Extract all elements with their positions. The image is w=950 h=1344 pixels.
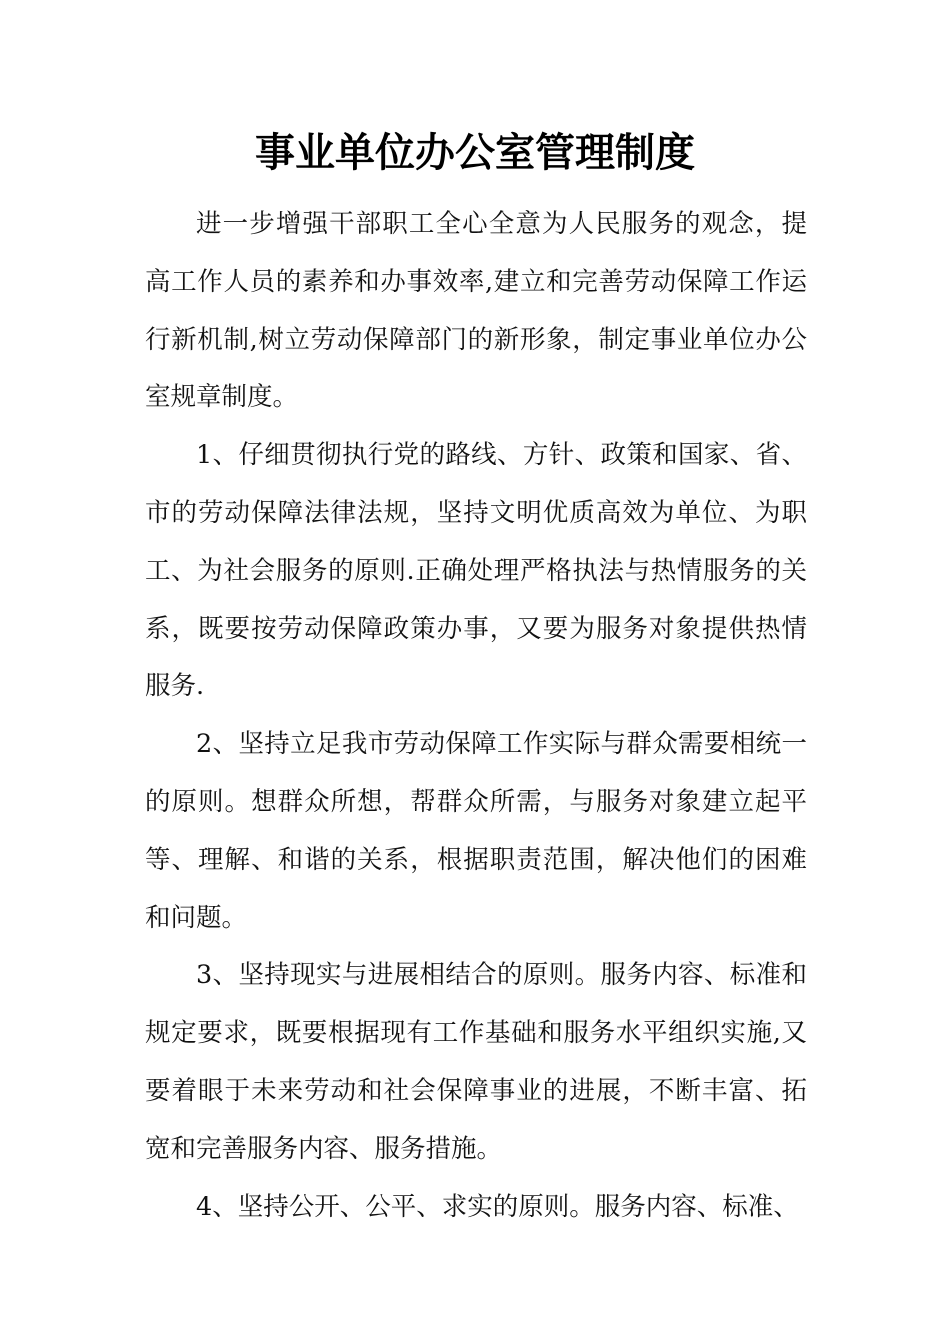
- clause-1-paragraph: 1、仔细贯彻执行党的路线、方针、政策和国家、省、市的劳动保障法律法规，坚持文明优质高效为单位、为职工、为社会服务的原则.正确处理严格执法与热情服务的关系，既要按劳动保障政策办事，又要为服务对象提供热情服务.: [145, 440, 807, 702]
- document-body: [145, 196, 807, 1236]
- clause-3-paragraph: 3、坚持现实与进展相结合的原则。服务内容、标准和规定要求，既要根据现有工作基础和服务水平组织实施,又要着眼于未来劳动和社会保障事业的进展，不断丰富、拓宽和完善服务内容、服务措施。: [145, 960, 807, 1164]
- clause-4-paragraph: 4、坚持公开、公平、求实的原则。服务内容、标准、: [196, 1191, 799, 1222]
- intro-paragraph: 进一步增强干部职工全心全意为人民服务的观念，提高工作人员的素养和办事效率,建立和完善劳动保障工作运行新机制,树立劳动保障部门的新形象，制定事业单位办公室规章制度。: [145, 209, 807, 413]
- clause-2-paragraph: 2、坚持立足我市劳动保障工作实际与群众需要相统一的原则。想群众所想，帮群众所需，与服务对象建立起平等、理解、和谐的关系，根据职责范围，解决他们的困难和问题。: [145, 729, 807, 933]
- document-title: 事业单位办公室管理制度: [255, 129, 695, 176]
